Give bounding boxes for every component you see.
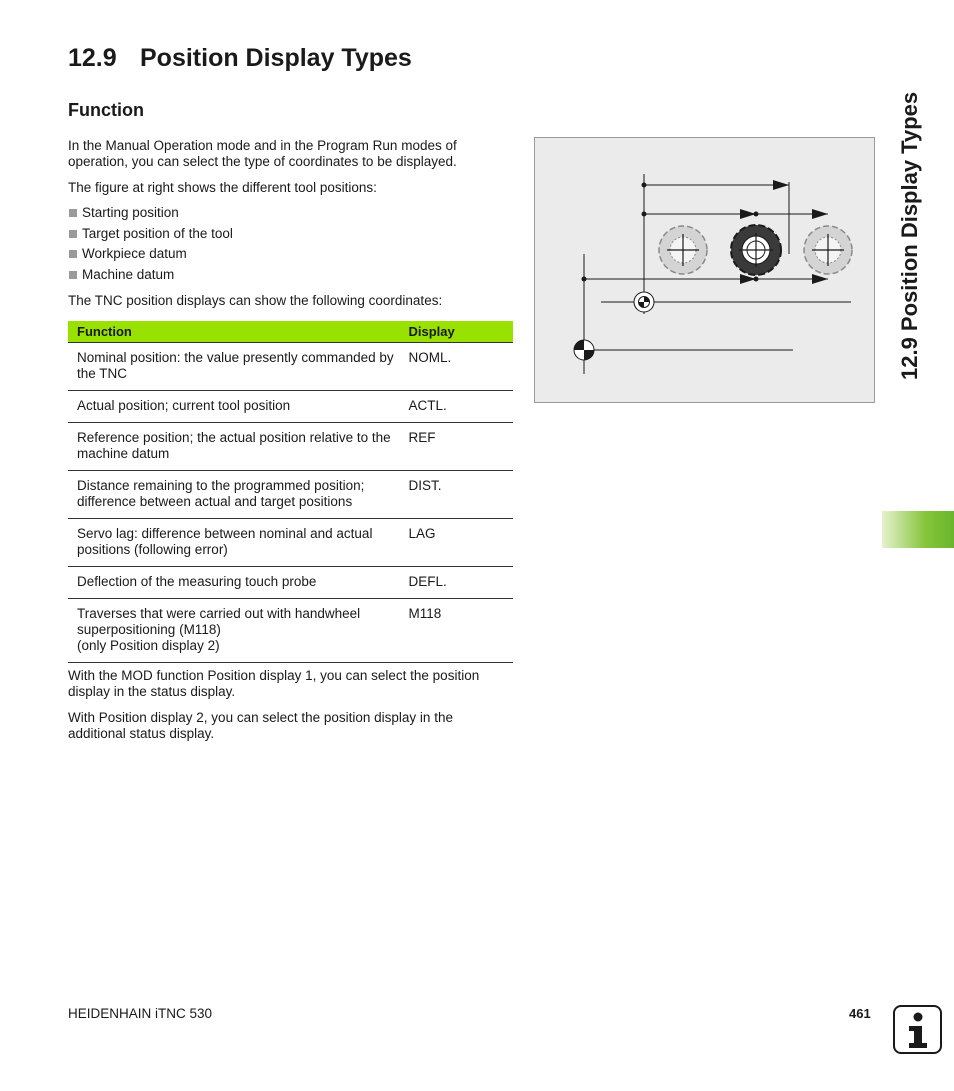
intro-paragraph: In the Manual Operation mode and in the Program Run modes of operation, you can select the type of coordinates to be displayed. — [68, 138, 457, 169]
list-item: Machine datum — [68, 267, 233, 288]
chapter-tab-marker — [882, 511, 954, 548]
table-row: Reference position; the actual position relative to the machine datum REF — [68, 423, 513, 471]
table-row: Actual position; current tool position ACTL. — [68, 391, 513, 423]
arrow-icon — [773, 180, 789, 190]
section-title-text: Position Display Types — [140, 44, 412, 72]
tool-positions-figure — [534, 137, 875, 403]
bullet-square-icon — [69, 230, 77, 238]
info-icon — [893, 1005, 942, 1054]
tool-positions-diagram — [535, 138, 874, 402]
list-item: Target position of the tool — [68, 226, 233, 247]
workpiece-datum-icon — [634, 292, 654, 312]
mod-paragraph: With the MOD function Position display 1, you can select the position display in the status display. — [68, 668, 480, 699]
table-header-display: Display — [399, 321, 513, 343]
info-i-glyph — [895, 1007, 940, 1052]
bullet-square-icon — [69, 250, 77, 258]
table-row: Servo lag: difference between nominal and actual positions (following error) LAG — [68, 519, 513, 567]
list-item: Workpiece datum — [68, 246, 233, 267]
coordinates-intro: The TNC position displays can show the following coordinates: — [68, 293, 443, 308]
table-row: Deflection of the measuring touch probe DEFL. — [68, 567, 513, 599]
figure-reference-text: The figure at right shows the different tool positions: — [68, 180, 377, 195]
bullet-square-icon — [69, 271, 77, 279]
display2-paragraph: With Position display 2, you can select the position display in the additional status display. — [68, 710, 453, 741]
table-header-function: Function — [68, 321, 399, 343]
table-header-row — [68, 321, 513, 343]
target-position-tool-icon — [804, 226, 852, 274]
section-number: 12.9 — [68, 44, 117, 72]
table-row: Nominal position: the value presently commanded by the TNC NOML. — [68, 343, 513, 391]
arrow-icon — [812, 274, 828, 284]
table-row: Traverses that were carried out with handwheel superpositioning (M118) (only Position display 2) M118 — [68, 599, 513, 663]
starting-position-tool-icon — [659, 226, 707, 274]
page-number: 461 — [849, 1006, 871, 1021]
machine-datum-icon — [574, 340, 594, 360]
function-heading: Function — [68, 100, 144, 120]
footer-product: HEIDENHAIN iTNC 530 — [68, 1006, 213, 1021]
list-item: Starting position — [68, 205, 233, 226]
tool-position-list — [68, 205, 233, 288]
bullet-square-icon — [69, 209, 77, 217]
actual-tool-position-icon — [731, 225, 781, 275]
table-row: Distance remaining to the programmed position; difference between actual and target positions DIST. — [68, 471, 513, 519]
function-display-table — [68, 321, 513, 663]
section-title — [68, 44, 412, 73]
arrow-icon — [740, 209, 756, 219]
